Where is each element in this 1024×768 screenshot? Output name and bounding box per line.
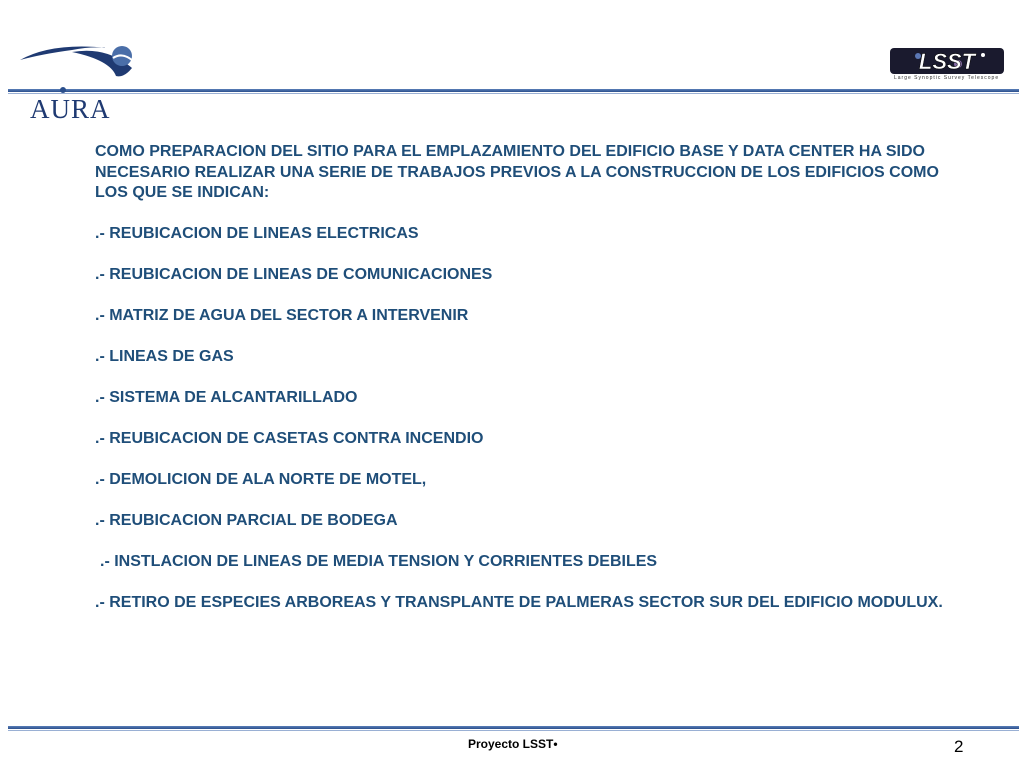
lsst-logo-text: LSST	[918, 49, 976, 74]
lsst-logo-subtitle: Large Synoptic Survey Telescope	[894, 75, 1000, 81]
aura-swoosh-icon	[12, 38, 142, 96]
list-item: .- INSTLACION DE LINEAS DE MEDIA TENSION Y CORRIENTES DEBILES	[100, 552, 658, 570]
list-item: .- REUBICACION PARCIAL DE BODEGA	[95, 511, 398, 529]
lsst-logo	[888, 46, 1006, 88]
list-item: .- SISTEMA DE ALCANTARILLADO	[95, 388, 358, 406]
list-item: .- LINEAS DE GAS	[95, 347, 234, 365]
header-rule-thin	[8, 93, 1019, 94]
list-item: .- REUBICACION DE LINEAS DE COMUNICACIONES	[95, 265, 493, 283]
footer-rule	[8, 726, 1019, 729]
list-item: .- REUBICACION DE LINEAS ELECTRICAS	[95, 224, 419, 242]
list-item: .- MATRIZ DE AGUA DEL SECTOR A INTERVENIR	[95, 306, 469, 324]
slide-content	[95, 142, 955, 634]
aura-logo-text: AURA	[30, 94, 111, 124]
footer-rule-thin	[8, 730, 1019, 731]
intro-paragraph: COMO PREPARACION DEL SITIO PARA EL EMPLAZAMIENTO DEL EDIFICIO BASE Y DATA CENTER HA SIDO NECESARIO REALIZAR UNA SERIE DE TRABAJOS PREVIOS A LA CONSTRUCCION DE LOS EDIFICIOS COMO LOS QUE SE INDICAN:	[95, 143, 939, 201]
header-rule	[8, 89, 1019, 92]
aura-logo	[12, 38, 142, 124]
page-number: 2	[954, 737, 964, 756]
lsst-logo-graphic	[888, 46, 1006, 76]
list-item: .- REUBICACION DE CASETAS CONTRA INCENDIO	[95, 429, 484, 447]
header-dot	[60, 87, 66, 93]
list-item: .- RETIRO DE ESPECIES ARBOREAS Y TRANSPLANTE DE PALMERAS SECTOR SUR DEL EDIFICIO MODULUX.	[95, 593, 943, 611]
footer-project-label: Proyecto LSST•	[468, 737, 558, 751]
list-item: .- DEMOLICION DE ALA NORTE DE MOTEL,	[95, 470, 427, 488]
